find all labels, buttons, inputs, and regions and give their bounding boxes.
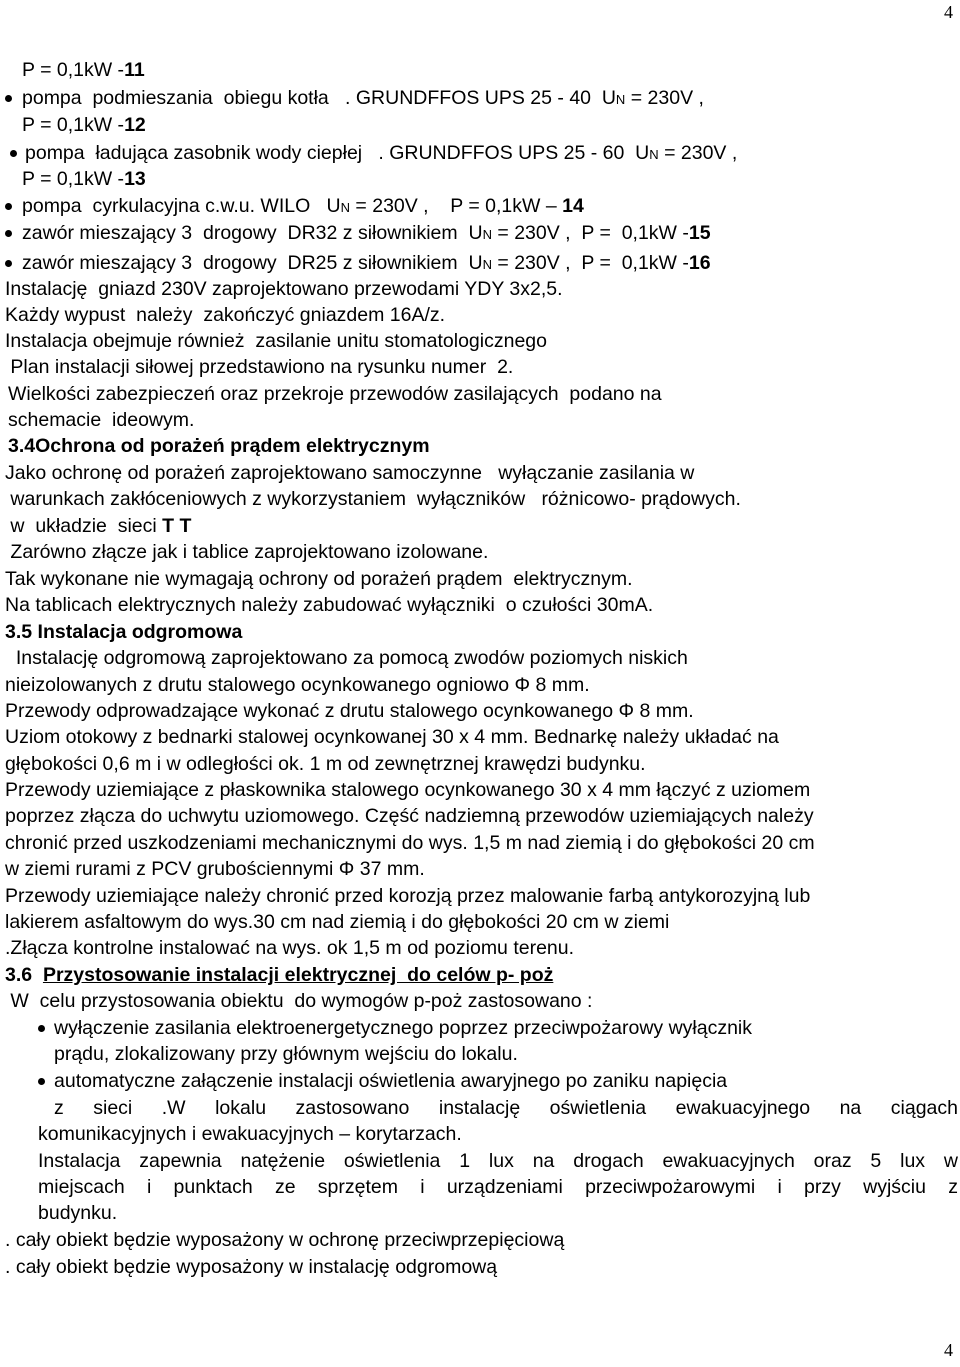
text-line: Tak wykonane nie wymagają ochrony od porażeń prądem elektrycznym. bbox=[5, 568, 633, 590]
text-line: Plan instalacji siłowej przedstawiono na rysunku numer 2. bbox=[5, 356, 514, 378]
text-line: Zarówno złącze jak i tablice zaprojektowano izolowane. bbox=[5, 541, 489, 563]
page-number-top: 4 bbox=[944, 2, 953, 22]
valve-dr32: zawór mieszający 3 drogowy DR32 z siłownikiem UN = 230V , P = 0,1kW -15 bbox=[22, 222, 711, 244]
closing-line: . cały obiekt będzie wyposażony w instalację odgromową bbox=[5, 1256, 498, 1278]
bullet-icon bbox=[5, 203, 12, 210]
bullet-icon bbox=[38, 1078, 45, 1085]
text-line: Instalację odgromową zaprojektowano za pomocą zwodów poziomych niskich bbox=[5, 647, 688, 669]
text-line: Instalacja obejmuje również zasilanie unitu stomatologicznego bbox=[5, 330, 547, 352]
power-line-12: P = 0,1kW -12 bbox=[22, 114, 146, 136]
pump-charging: pompa ładująca zasobnik wody ciepłej . GRUNDFFOS UPS 25 - 60 UN = 230V , bbox=[25, 142, 738, 164]
text-line: w ziemi rurami z PCV grubościennymi Φ 37 mm. bbox=[5, 858, 425, 880]
text-line: komunikacyjnych i ewakuacyjnych – korytarzach. bbox=[38, 1123, 462, 1145]
text-line: Przewody uziemiające należy chronić przed korozją przez malowanie farbą antykorozyjną lub bbox=[5, 885, 811, 907]
justified-line: Instalacja zapewnia natężenie oświetlenia 1 lux na drogach ewakuacyjnych oraz 5 lux w bbox=[38, 1150, 958, 1172]
bullet-icon bbox=[10, 150, 17, 157]
pump-mixing: pompa podmieszania obiegu kotła . GRUNDFFOS UPS 25 - 40 UN = 230V , bbox=[22, 87, 704, 109]
power-line-11: P = 0,1kW -11 bbox=[22, 59, 145, 81]
section-heading-3-6: 3.6 Przystosowanie instalacji elektrycznej do celów p- poż bbox=[5, 964, 554, 986]
network-type-line: w układzie sieci T T bbox=[5, 515, 192, 537]
text-line: Wielkości zabezpieczeń oraz przekroje przewodów zasilających podano na bbox=[8, 383, 662, 405]
text-line: Instalację gniazd 230V zaprojektowano przewodami YDY 3x2,5. bbox=[5, 278, 563, 300]
text-line: Uziom otokowy z bednarki stalowej ocynkowanej 30 x 4 mm. Bednarkę należy układać na bbox=[5, 726, 779, 748]
pump-circulation: pompa cyrkulacyjna c.w.u. WILO UN = 230V , P = 0,1kW – 14 bbox=[22, 195, 584, 217]
bullet-icon bbox=[38, 1025, 45, 1032]
text-line: Każdy wypust należy zakończyć gniazdem 16A/z. bbox=[5, 304, 446, 326]
text-line: .Złącza kontrolne instalować na wys. ok 1,5 m od poziomu terenu. bbox=[5, 937, 575, 959]
text-line: lakierem asfaltowym do wys.30 cm nad ziemią i do głębokości 20 cm w ziemi bbox=[5, 911, 670, 933]
text-line: Na tablicach elektrycznych należy zabudować wyłączniki o czułości 30mA. bbox=[5, 594, 654, 616]
text-line: schemacie ideowym. bbox=[8, 409, 195, 431]
bullet-icon bbox=[5, 230, 12, 237]
section-heading-3-5: 3.5 Instalacja odgromowa bbox=[5, 621, 243, 643]
section-heading-3-4: 3.4Ochrona od porażeń prądem elektrycznym bbox=[8, 435, 430, 457]
bullet-icon bbox=[5, 260, 12, 267]
text-line: warunkach zakłóceniowych z wykorzystaniem wyłączników różnicowo- prądowych. bbox=[5, 488, 741, 510]
bullet-text: wyłączenie zasilania elektroenergetycznego poprzez przeciwpożarowy wyłącznik bbox=[54, 1017, 753, 1039]
text-line: poprzez złącza do uchwytu uziomowego. Część nadziemną przewodów uziemiających należy bbox=[5, 805, 814, 827]
text-line: budynku. bbox=[38, 1202, 118, 1224]
text-line: Przewody uziemiające z płaskownika stalowego ocynkowanego 30 x 4 mm łączyć z uziomem bbox=[5, 779, 811, 801]
justified-line: z sieci .W lokalu zastosowano instalację oświetlenia ewakuacyjnego na ciągach bbox=[54, 1097, 958, 1119]
power-line-13: P = 0,1kW -13 bbox=[22, 168, 146, 190]
text-line: nieizolowanych z drutu stalowego ocynkowanego ogniowo Φ 8 mm. bbox=[5, 674, 590, 696]
page-number-bottom: 4 bbox=[944, 1340, 953, 1360]
text-line: W celu przystosowania obiektu do wymogów p-poż zastosowano : bbox=[5, 990, 593, 1012]
valve-dr25: zawór mieszający 3 drogowy DR25 z siłownikiem UN = 230V , P = 0,1kW -16 bbox=[22, 252, 711, 274]
text-line: głębokości 0,6 m i w odległości ok. 1 m od zewnętrznej krawędzi budynku. bbox=[5, 753, 646, 775]
bullet-text: automatyczne załączenie instalacji oświetlenia awaryjnego po zaniku napięcia bbox=[54, 1070, 728, 1092]
closing-line: . cały obiekt będzie wyposażony w ochronę przeciwprzepięciową bbox=[5, 1229, 565, 1251]
justified-line: miejscach i punktach ze sprzętem i urządzeniami przeciwpożarowymi i przy wyjściu z bbox=[38, 1176, 958, 1198]
text-line: Jako ochronę od porażeń zaprojektowano samoczynne wyłączanie zasilania w bbox=[5, 462, 695, 484]
text-line: chronić przed uszkodzeniami mechanicznymi do wys. 1,5 m nad ziemią i do głębokości 20 cm bbox=[5, 832, 815, 854]
bullet-icon bbox=[5, 95, 12, 102]
text-line: Przewody odprowadzające wykonać z drutu stalowego ocynkowanego Φ 8 mm. bbox=[5, 700, 694, 722]
bullet-text: prądu, zlokalizowany przy głównym wejściu do lokalu. bbox=[54, 1043, 518, 1065]
